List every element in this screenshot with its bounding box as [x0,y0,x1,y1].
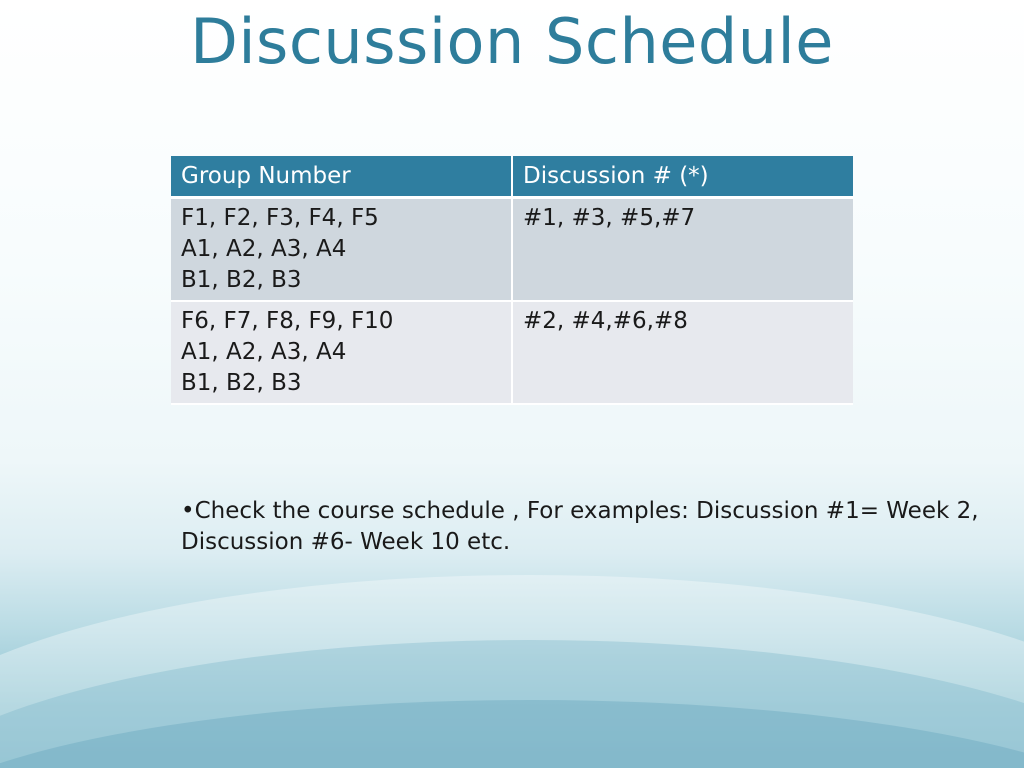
note-line-1: •Check the course schedule , For examples: Discussion #1= Week 2, [181,498,979,524]
discussion-list: #1, #3, #5,#7 [523,205,696,231]
group-line: B1, B2, B3 [181,267,302,293]
table-row [171,301,853,404]
group-line: B1, B2, B3 [181,370,302,396]
group-line: A1, A2, A3, A4 [181,236,347,262]
group-cell [171,301,512,404]
header-group-number: Group Number [171,156,512,198]
group-line: A1, A2, A3, A4 [181,339,347,365]
group-line: F6, F7, F8, F9, F10 [181,308,394,334]
header-discussion-number: Discussion # (*) [512,156,853,198]
table-header-row [171,156,853,198]
discussion-list: #2, #4,#6,#8 [523,308,688,334]
group-line: F1, F2, F3, F4, F5 [181,205,379,231]
group-cell [171,198,512,302]
note-line-2: Discussion #6- Week 10 etc. [181,529,511,555]
schedule-table [171,156,853,405]
course-schedule-note [181,496,1021,558]
discussion-cell [512,198,853,302]
discussion-cell [512,301,853,404]
table-row [171,198,853,302]
slide-title: Discussion Schedule [190,5,834,78]
